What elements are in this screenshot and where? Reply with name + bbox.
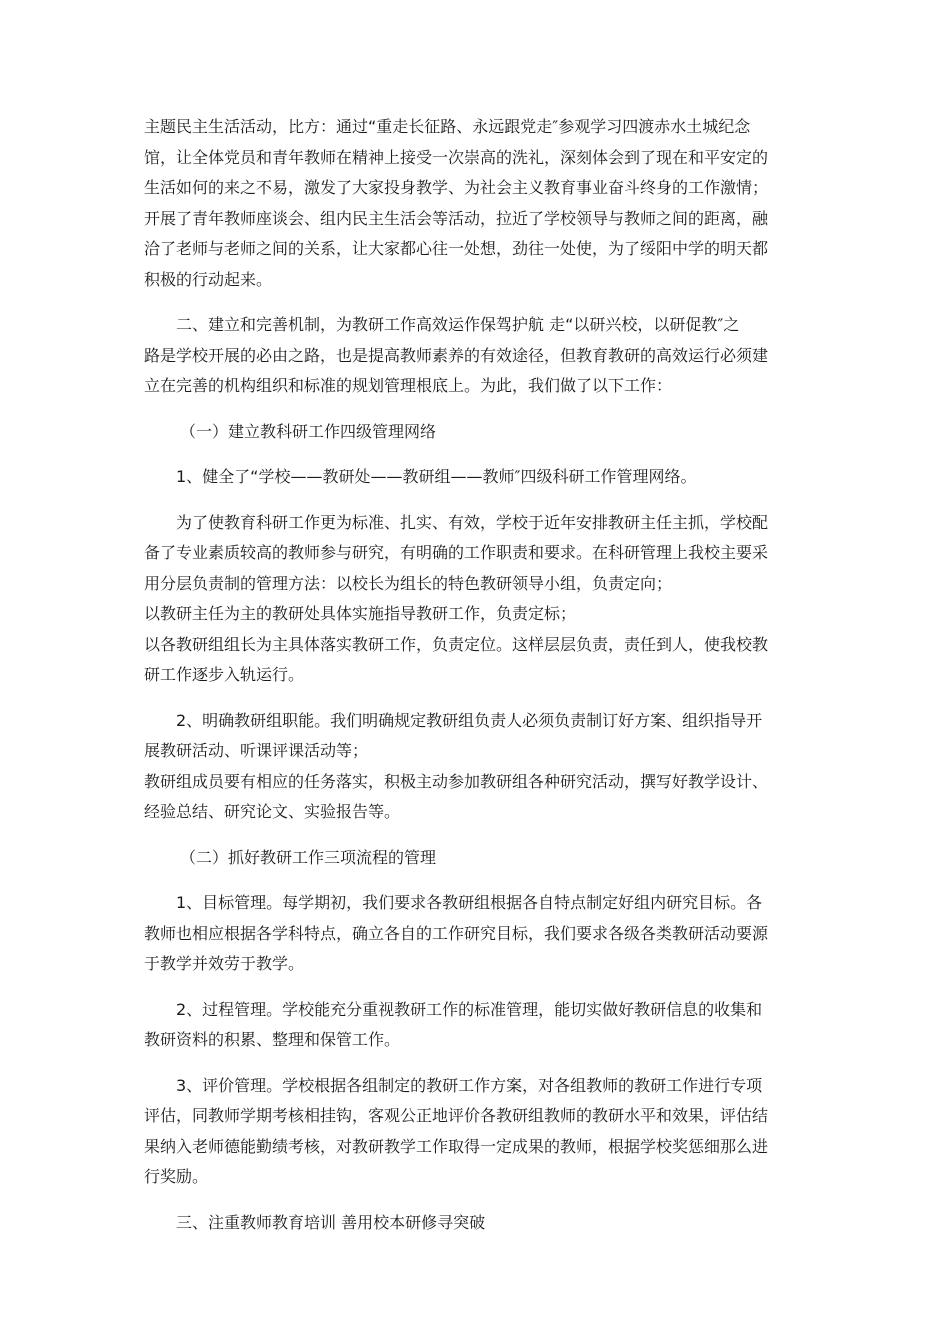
paragraph-goal-management — [144, 888, 810, 980]
text-line: 为了使教育科研工作更为标准、扎实、有效，学校于近年安排教研主任主抓，学校配 — [176, 512, 769, 532]
text-line: 二、建立和完善机制，为教研工作高效运作保驾护航 走“以研兴校，以研促教″之 — [176, 315, 740, 334]
paragraph-management-method — [144, 508, 810, 691]
text-line: 开展了青年教师座谈会、组内民主生活会等活动，拉近了学校领导与教师之间的距离，融 — [144, 208, 769, 228]
text-line: 备了专业素质较高的教师参与研究，有明确的工作职责和要求。在科研管理上我校主要采 — [144, 543, 769, 562]
text-line: 经验总结、研究论文、实验报告等。 — [144, 802, 401, 821]
text-line: 3、评价管理。学校根据各组制定的教研工作方案，对各组教师的教研工作进行专项 — [176, 1075, 763, 1095]
text-line: 教研组成员要有相应的任务落实，积极主动参加教研组各种研究活动，撰写好教学设计、 — [144, 771, 769, 791]
text-line: 于教学并效劳于教学。 — [144, 954, 305, 973]
text-line: 研工作逐步入轨运行。 — [144, 665, 305, 684]
text-line: 2、过程管理。学校能充分重视教研工作的标准管理，能切实做好教研信息的收集和 — [176, 999, 763, 1019]
text-line: 1、健全了“学校——教研处——教研组——教师″四级科研工作管理网络。 — [176, 467, 697, 486]
paragraph-group-duties — [144, 706, 810, 828]
section-heading-three — [144, 1208, 810, 1239]
text-line: （二）抓好教研工作三项流程的管理 — [180, 847, 437, 867]
document-page — [144, 112, 810, 1253]
text-line: （一）建立教科研工作四级管理网络 — [180, 421, 437, 441]
text-line: 展教研活动、听课评课活动等； — [144, 741, 369, 760]
text-line: 生活如何的来之不易，激发了大家投身教学、为社会主义教育事业奋斗终身的工作激情； — [144, 178, 769, 197]
text-line: 1、目标管理。每学期初，我们要求各教研组根据各自特点制定好组内研究目标。各 — [176, 893, 763, 912]
subsection-heading-two — [144, 843, 810, 874]
text-line: 馆，让全体党员和青年教师在精神上接受一次崇高的洗礼，深刻体会到了现在和平安定的 — [144, 147, 769, 167]
text-line: 教研资料的积累、整理和保管工作。 — [144, 1030, 401, 1049]
text-line: 评估，同教师学期考核相挂钩，客观公正地评价各教研组教师的教研水平和效果，评估结 — [144, 1106, 769, 1125]
text-line: 洽了老师与老师之间的关系，让大家都心往一处想，劲往一处使，为了绥阳中学的明天都 — [144, 239, 769, 258]
text-line: 2、明确教研组职能。我们明确规定教研组负责人必须负责制订好方案、组织指导开 — [176, 710, 763, 730]
paragraph-network — [144, 462, 810, 493]
text-line: 路是学校开展的必由之路，也是提高教师素养的有效途径，但教育教研的高效运行必须建 — [144, 345, 769, 365]
text-line: 立在完善的机构组织和标准的规划管理根底上。为此，我们做了以下工作： — [144, 376, 673, 395]
text-line: 用分层负责制的管理方法：以校长为组长的特色教研领导小组，负责定向； — [144, 573, 673, 593]
text-line: 以教研主任为主的教研处具体实施指导教研工作，负责定标； — [144, 604, 577, 623]
text-line: 主题民主生活活动，比方：通过“重走长征路、永远跟党走″参观学习四渡赤水土城纪念 — [144, 117, 751, 136]
section-heading-two — [144, 310, 810, 402]
text-line: 行奖励。 — [144, 1167, 209, 1186]
text-line: 果纳入老师德能勤绩考核，对教研教学工作取得一定成果的教师，根据学校奖惩细那么进 — [144, 1136, 769, 1156]
paragraph-evaluation-management — [144, 1071, 810, 1193]
text-line: 积极的行动起来。 — [144, 269, 273, 289]
text-line: 三、注重教师教育培训 善用校本研修寻突破 — [176, 1212, 486, 1232]
paragraph-process-management — [144, 995, 810, 1056]
paragraph-activities — [144, 112, 810, 295]
subsection-heading-one — [144, 417, 810, 448]
text-line: 以各教研组组长为主具体落实教研工作，负责定位。这样层层负责，责任到人，使我校教 — [144, 634, 769, 654]
text-line: 教师也相应根据各学科特点，确立各自的工作研究目标，我们要求各级各类教研活动要源 — [144, 923, 769, 943]
